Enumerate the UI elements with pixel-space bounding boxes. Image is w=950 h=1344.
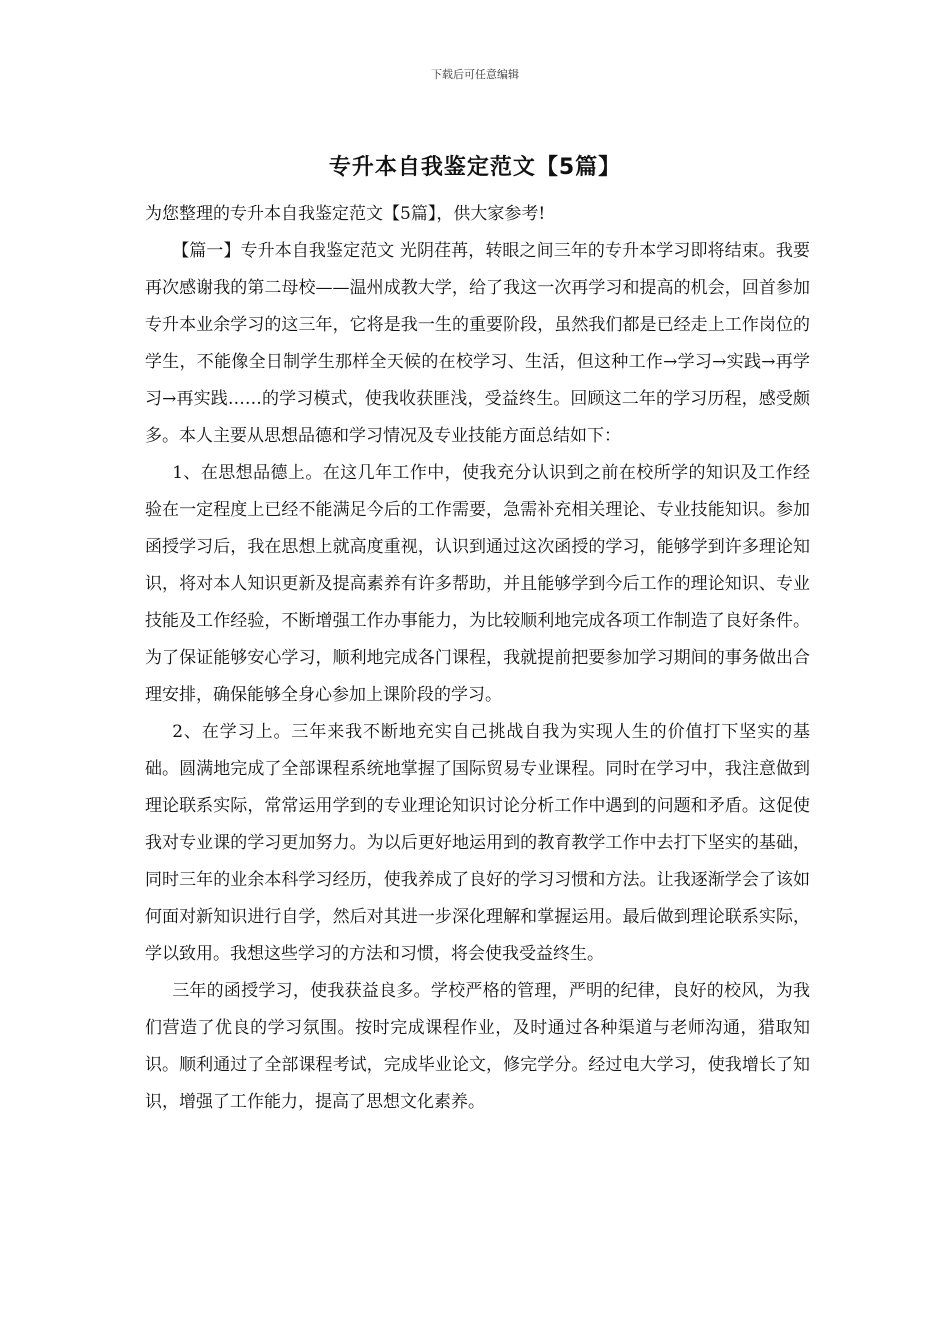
paragraph-study: 2、在学习上。三年来我不断地充实自己挑战自我为实现人生的价值打下坚实的基础。圆满地完成了全部课程系统地掌握了国际贸易专业课程。同时在学习中，我注意做到理论联系实际，常常运用学到的专业理论知识讨论分析工作中遇到的问题和矛盾。这促使我对专业课的学习更加努力。为以后更好地运用到的教育教学工作中去打下坚实的基础，同时三年的业余本科学习经历，使我养成了良好的学习习惯和方法。让我逐渐学会了该如何面对新知识进行自学，然后对其进一步深化理解和掌握运用。最后做到理论联系实际，学以致用。我想这些学习的方法和习惯，将会使我受益终生。 <box>145 722 810 964</box>
document-title: 专升本自我鉴定范文【5篇】 <box>328 155 622 180</box>
paragraph-part-one: 【篇一】专升本自我鉴定范文 光阴荏苒，转眼之间三年的专升本学习即将结束。我要再次感谢我的第二母校——温州成教大学，给了我这一次再学习和提高的机会，回首参加专升本业余学习的这三年，它将是我一生的重要阶段，虽然我们都是已经走上工作岗位的学生，不能像全日制学生那样全天候的在校学习、生活，但这种工作→学习→实践→再学习→再实践……的学习模式，使我收获匪浅，受益终生。回顾这二年的学习历程，感受颇多。本人主要从思想品德和学习情况及专业技能方面总结如下： <box>145 241 810 446</box>
paragraph-moral-character: 1、在思想品德上。在这几年工作中，使我充分认识到之前在校所学的知识及工作经验在一定程度上已经不能满足今后的工作需要，急需补充相关理论、专业技能知识。参加函授学习后，我在思想上就高度重视，认识到通过这次函授的学习，能够学到许多理论知识，将对本人知识更新及提高素养有许多帮助，并且能够学到今后工作的理论知识、专业技能及工作经验，不断增强工作办事能力，为比较顺利地完成各项工作制造了良好条件。为了保证能够安心学习，顺利地完成各门课程，我就提前把要参加学习期间的事务做出合理安排，确保能够全身心参加上课阶段的学习。 <box>145 463 810 705</box>
page-header-note: 下载后可任意编辑 <box>431 68 519 81</box>
paragraph-summary: 三年的函授学习，使我获益良多。学校严格的管理，严明的纪律，良好的校风，为我们营造了优良的学习氛围。按时完成课程作业，及时通过各种渠道与老师沟通，猎取知识。顺利通过了全部课程考试，完成毕业论文，修完学分。经过电大学习，使我增长了知识，增强了工作能力，提高了思想文化素养。 <box>145 981 810 1112</box>
intro-paragraph: 为您整理的专升本自我鉴定范文【5篇】，供大家参考! <box>145 204 546 224</box>
document-body <box>145 196 810 1121</box>
